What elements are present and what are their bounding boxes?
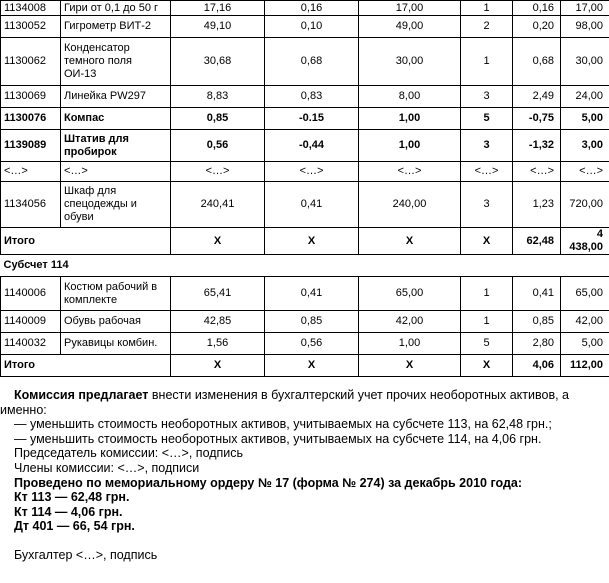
- cell-c6: 5,00: [561, 333, 609, 355]
- item-code: 1140009: [1, 311, 61, 333]
- entry-kt113: Кт 113 — 62,48 грн.: [14, 490, 130, 505]
- cell-c3: 1,00: [359, 108, 461, 130]
- cell-c2: 0,10: [265, 16, 359, 38]
- reduction-113: — уменьшить стоимость необоротных активов, учитываемых на субсчете 113, на 62,48 грн.;: [14, 417, 552, 432]
- ledger-body: [1, 1, 609, 377]
- cell-c1: 49,10: [171, 16, 265, 38]
- item-code: 1139089: [1, 130, 61, 162]
- cell-c5: -0,75: [513, 108, 561, 130]
- cell-c5: 0,41: [513, 277, 561, 311]
- cell-c6: 4 438,00: [561, 228, 609, 255]
- cell-c5: -1,32: [513, 130, 561, 162]
- cell-c2: 0,41: [265, 277, 359, 311]
- cell-c6: 5,00: [561, 108, 609, 130]
- table-row: [1, 182, 609, 228]
- cell-c6: 720,00: [561, 182, 609, 228]
- cell-c2: 0,16: [265, 1, 359, 16]
- item-code: 1140032: [1, 333, 61, 355]
- accountant-signature: Бухгалтер <…>, подпись: [14, 547, 158, 562]
- cell-c3: 1,00: [359, 130, 461, 162]
- table-row: [1, 108, 609, 130]
- cell-c4: X: [461, 355, 513, 377]
- proposal-text: внести изменения в бухгалтерский учет прочих необоротных активов, а именно:: [0, 388, 569, 417]
- cell-c4: 1: [461, 1, 513, 16]
- item-code: 1130062: [1, 38, 61, 86]
- entry-dt401: Дт 401 — 66, 54 грн.: [14, 519, 135, 534]
- total-label: Итого: [1, 228, 171, 255]
- item-code: 1134056: [1, 182, 61, 228]
- cell-c5: 0,16: [513, 1, 561, 16]
- proposal-paragraph: [0, 388, 609, 417]
- cell-c4: 5: [461, 108, 513, 130]
- spacer: [0, 534, 609, 548]
- cell-c3: 17,00: [359, 1, 461, 16]
- cell-c6: 3,00: [561, 130, 609, 162]
- cell-c5: 62,48: [513, 228, 561, 255]
- cell-c3: 8,00: [359, 86, 461, 108]
- item-name: Шкаф для спецодежды и обуви: [61, 182, 171, 228]
- item-name: Костюм рабочий в комплекте: [61, 277, 171, 311]
- item-name: <…>: [61, 162, 171, 182]
- cell-c6: 17,00: [561, 1, 609, 16]
- commission-memo: [0, 388, 609, 563]
- cell-c3: 42,00: [359, 311, 461, 333]
- cell-c2: X: [265, 228, 359, 255]
- cell-c4: 3: [461, 182, 513, 228]
- cell-c3: 65,00: [359, 277, 461, 311]
- cell-c6: 24,00: [561, 86, 609, 108]
- cell-c3: X: [359, 355, 461, 377]
- cell-c1: <…>: [171, 162, 265, 182]
- cell-c2: -0.15: [265, 108, 359, 130]
- total-label: Итого: [1, 355, 171, 377]
- cell-c4: 1: [461, 311, 513, 333]
- proposal-lead: Комиссия предлагает: [14, 388, 149, 402]
- members-signature: Члены комиссии: <…>, подписи: [14, 460, 200, 475]
- cell-c1: X: [171, 355, 265, 377]
- cell-c3: 1,00: [359, 333, 461, 355]
- subaccount-row: [1, 255, 609, 277]
- item-name: Гигрометр ВИТ-2: [61, 16, 171, 38]
- cell-c2: 0,83: [265, 86, 359, 108]
- cell-c2: 0,85: [265, 311, 359, 333]
- cell-c2: <…>: [265, 162, 359, 182]
- cell-c4: X: [461, 228, 513, 255]
- cell-c2: X: [265, 355, 359, 377]
- cell-c4: 1: [461, 38, 513, 86]
- entry-kt114: Кт 114 — 4,06 грн.: [14, 504, 123, 519]
- cell-c5: 4,06: [513, 355, 561, 377]
- cell-c6: 112,00: [561, 355, 609, 377]
- table-row: [1, 16, 609, 38]
- cell-c1: 1,56: [171, 333, 265, 355]
- item-code: 1130069: [1, 86, 61, 108]
- cell-c5: 1,23: [513, 182, 561, 228]
- cell-c4: 3: [461, 130, 513, 162]
- cell-c1: 240,41: [171, 182, 265, 228]
- cell-c4: <…>: [461, 162, 513, 182]
- cell-c5: 0,85: [513, 311, 561, 333]
- item-code: 1140006: [1, 277, 61, 311]
- cell-c1: X: [171, 228, 265, 255]
- cell-c6: 30,00: [561, 38, 609, 86]
- total-row: [1, 228, 609, 255]
- item-name: Штатив для пробирок: [61, 130, 171, 162]
- cell-c3: 30,00: [359, 38, 461, 86]
- cell-c1: 0,56: [171, 130, 265, 162]
- cell-c2: 0,68: [265, 38, 359, 86]
- cell-c4: 5: [461, 333, 513, 355]
- table-row: [1, 333, 609, 355]
- cell-c1: 0,85: [171, 108, 265, 130]
- cell-c2: -0,44: [265, 130, 359, 162]
- item-name: Гири от 0,1 до 50 г: [61, 1, 171, 16]
- cell-c2: 0,41: [265, 182, 359, 228]
- cell-c5: <…>: [513, 162, 561, 182]
- total-row: [1, 355, 609, 377]
- cell-c3: <…>: [359, 162, 461, 182]
- cell-c1: 17,16: [171, 1, 265, 16]
- item-code: 1134008: [1, 1, 61, 16]
- table-row: [1, 1, 609, 16]
- cell-c6: <…>: [561, 162, 609, 182]
- cell-c6: 98,00: [561, 16, 609, 38]
- item-code: 1130076: [1, 108, 61, 130]
- memorial-order: Проведено по мемориальному ордеру № 17 (форма № 274) за декабрь 2010 года:: [14, 475, 523, 490]
- cell-c6: 65,00: [561, 277, 609, 311]
- table-row: [1, 311, 609, 333]
- table-row: [1, 130, 609, 162]
- chairman-signature: Председатель комиссии: <…>, подпись: [14, 446, 244, 461]
- table-row: [1, 162, 609, 182]
- table-row: [1, 277, 609, 311]
- item-code: <…>: [1, 162, 61, 182]
- cell-c1: 65,41: [171, 277, 265, 311]
- item-name: Обувь рабочая: [61, 311, 171, 333]
- cell-c3: 49,00: [359, 16, 461, 38]
- cell-c1: 30,68: [171, 38, 265, 86]
- table-row: [1, 38, 609, 86]
- cell-c4: 1: [461, 277, 513, 311]
- cell-c3: X: [359, 228, 461, 255]
- cell-c5: 2,80: [513, 333, 561, 355]
- cell-c2: 0,56: [265, 333, 359, 355]
- cell-c1: 42,85: [171, 311, 265, 333]
- item-name: Линейка PW297: [61, 86, 171, 108]
- cell-c5: 2,49: [513, 86, 561, 108]
- item-name: Конденсатор темного поля ОИ-13: [61, 38, 171, 86]
- cell-c1: 8,83: [171, 86, 265, 108]
- cell-c5: 0,68: [513, 38, 561, 86]
- item-code: 1130052: [1, 16, 61, 38]
- cell-c4: 3: [461, 86, 513, 108]
- item-name: Компас: [61, 108, 171, 130]
- table-row: [1, 86, 609, 108]
- reduction-114: — уменьшить стоимость необоротных активов, учитываемых на субсчете 114, на 4,06 грн.: [14, 431, 542, 446]
- cell-c5: 0,20: [513, 16, 561, 38]
- item-name: Рукавицы комбин.: [61, 333, 171, 355]
- cell-c6: 42,00: [561, 311, 609, 333]
- subaccount-heading: Субсчет 114: [1, 255, 609, 277]
- cell-c4: 2: [461, 16, 513, 38]
- cell-c3: 240,00: [359, 182, 461, 228]
